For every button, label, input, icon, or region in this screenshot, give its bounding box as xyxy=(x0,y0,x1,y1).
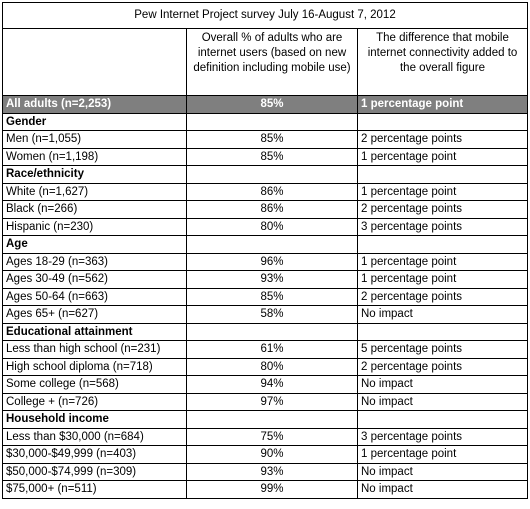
row-label: White (n=1,627) xyxy=(3,183,187,201)
section-empty-cell xyxy=(358,236,528,254)
section-empty-cell xyxy=(187,166,358,184)
row-diff: 1 percentage point xyxy=(358,271,528,289)
section-title: Age xyxy=(3,236,187,254)
table-row xyxy=(3,393,528,411)
row-diff: 1 percentage point xyxy=(358,148,528,166)
row-label: Ages 50-64 (n=663) xyxy=(3,288,187,306)
survey-table-container xyxy=(2,2,527,499)
header-col3: The difference that mobile internet connectivity added to the overall figure xyxy=(358,29,528,96)
row-label: Black (n=266) xyxy=(3,201,187,219)
row-label: Hispanic (n=230) xyxy=(3,218,187,236)
section-header-row xyxy=(3,323,528,341)
section-title: Gender xyxy=(3,113,187,131)
row-pct: 85% xyxy=(187,288,358,306)
section-title: Educational attainment xyxy=(3,323,187,341)
row-diff: 1 percentage point xyxy=(358,183,528,201)
row-label: $50,000-$74,999 (n=309) xyxy=(3,463,187,481)
section-header-row xyxy=(3,411,528,429)
row-diff: No impact xyxy=(358,481,528,499)
row-pct: 94% xyxy=(187,376,358,394)
row-label: $75,000+ (n=511) xyxy=(3,481,187,499)
table-row xyxy=(3,481,528,499)
row-label: Some college (n=568) xyxy=(3,376,187,394)
section-empty-cell xyxy=(187,323,358,341)
row-pct: 93% xyxy=(187,463,358,481)
row-diff: 3 percentage points xyxy=(358,218,528,236)
row-diff: No impact xyxy=(358,376,528,394)
section-empty-cell xyxy=(358,166,528,184)
row-label: High school diploma (n=718) xyxy=(3,358,187,376)
row-label: Ages 30-49 (n=562) xyxy=(3,271,187,289)
row-diff: 2 percentage points xyxy=(358,288,528,306)
section-empty-cell xyxy=(358,113,528,131)
section-title: Household income xyxy=(3,411,187,429)
section-empty-cell xyxy=(187,411,358,429)
row-pct: 86% xyxy=(187,183,358,201)
row-pct: 97% xyxy=(187,393,358,411)
table-row xyxy=(3,201,528,219)
table-row xyxy=(3,183,528,201)
row-label: $30,000-$49,999 (n=403) xyxy=(3,446,187,464)
row-diff: 1 percentage point xyxy=(358,446,528,464)
row-pct: 58% xyxy=(187,306,358,324)
row-diff: 1 percentage point xyxy=(358,253,528,271)
row-diff: 3 percentage points xyxy=(358,428,528,446)
table-row xyxy=(3,288,528,306)
section-title: Race/ethnicity xyxy=(3,166,187,184)
section-header-row xyxy=(3,236,528,254)
section-empty-cell xyxy=(187,113,358,131)
row-label: Less than high school (n=231) xyxy=(3,341,187,359)
section-header-row xyxy=(3,166,528,184)
row-pct: 96% xyxy=(187,253,358,271)
table-row xyxy=(3,358,528,376)
row-pct: 93% xyxy=(187,271,358,289)
survey-table xyxy=(2,2,528,499)
row-pct: 99% xyxy=(187,481,358,499)
table-row xyxy=(3,376,528,394)
section-empty-cell xyxy=(187,236,358,254)
table-row xyxy=(3,341,528,359)
row-diff: 5 percentage points xyxy=(358,341,528,359)
header-row xyxy=(3,29,528,96)
row-label: Ages 18-29 (n=363) xyxy=(3,253,187,271)
row-diff: 2 percentage points xyxy=(358,131,528,149)
table-row xyxy=(3,428,528,446)
row-pct: 90% xyxy=(187,446,358,464)
table-row xyxy=(3,148,528,166)
row-diff: No impact xyxy=(358,306,528,324)
table-row xyxy=(3,306,528,324)
header-col1 xyxy=(3,29,187,96)
row-pct: 80% xyxy=(187,358,358,376)
total-diff: 1 percentage point xyxy=(358,96,528,114)
header-col2: Overall % of adults who are internet users (based on new definition including mobile use) xyxy=(187,29,358,96)
total-row xyxy=(3,96,528,114)
table-row xyxy=(3,271,528,289)
total-label: All adults (n=2,253) xyxy=(3,96,187,114)
row-diff: 2 percentage points xyxy=(358,358,528,376)
title-row xyxy=(3,3,528,29)
row-diff: No impact xyxy=(358,393,528,411)
section-empty-cell xyxy=(358,323,528,341)
row-label: Less than $30,000 (n=684) xyxy=(3,428,187,446)
section-header-row xyxy=(3,113,528,131)
row-diff: 2 percentage points xyxy=(358,201,528,219)
total-pct: 85% xyxy=(187,96,358,114)
row-pct: 85% xyxy=(187,131,358,149)
row-label: Men (n=1,055) xyxy=(3,131,187,149)
table-row xyxy=(3,463,528,481)
table-row xyxy=(3,446,528,464)
row-diff: No impact xyxy=(358,463,528,481)
table-row xyxy=(3,253,528,271)
row-pct: 85% xyxy=(187,148,358,166)
row-pct: 75% xyxy=(187,428,358,446)
row-pct: 61% xyxy=(187,341,358,359)
table-row xyxy=(3,131,528,149)
table-title: Pew Internet Project survey July 16-August 7, 2012 xyxy=(3,3,528,29)
row-pct: 86% xyxy=(187,201,358,219)
row-label: Women (n=1,198) xyxy=(3,148,187,166)
row-label: College + (n=726) xyxy=(3,393,187,411)
row-label: Ages 65+ (n=627) xyxy=(3,306,187,324)
row-pct: 80% xyxy=(187,218,358,236)
section-empty-cell xyxy=(358,411,528,429)
table-row xyxy=(3,218,528,236)
